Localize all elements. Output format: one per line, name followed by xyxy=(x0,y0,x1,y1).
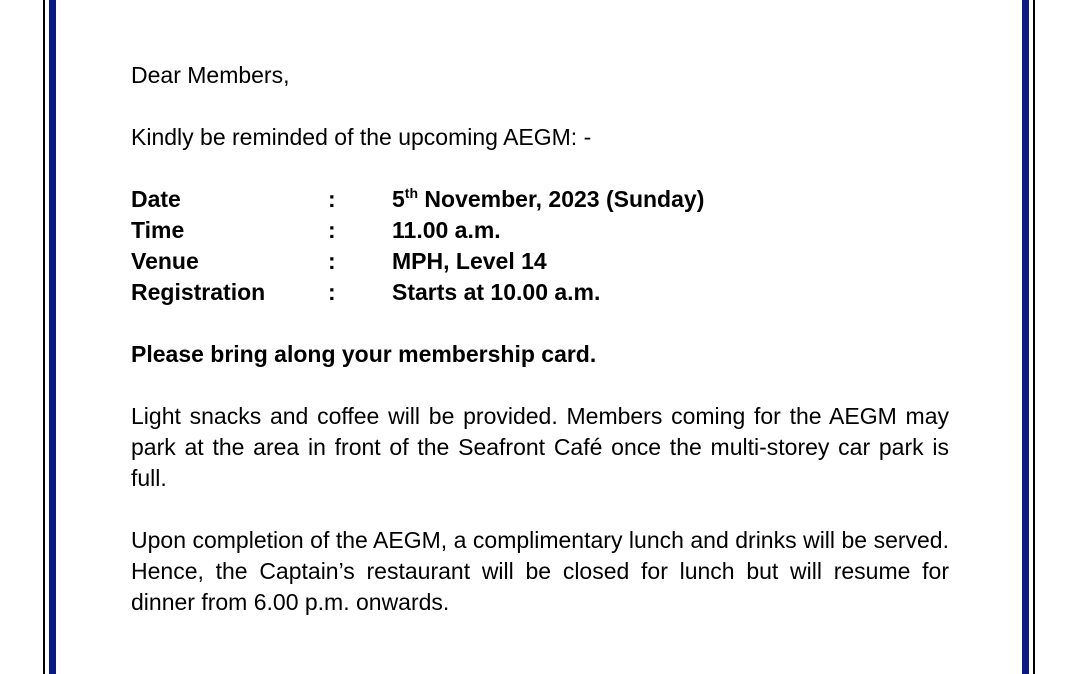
detail-row-venue xyxy=(131,246,949,277)
letter-body xyxy=(131,60,949,618)
detail-row-date xyxy=(131,184,949,215)
date-day: 5 xyxy=(392,186,405,212)
salutation: Dear Members, xyxy=(131,62,290,88)
date-ordinal-suffix: th xyxy=(404,185,419,201)
detail-label: Registration xyxy=(131,279,266,305)
detail-colon: : xyxy=(328,279,336,305)
membership-card-notice: Please bring along your membership card. xyxy=(131,341,597,367)
lunch-paragraph: Upon completion of the AEGM, a complimentary lunch and drinks will be served. Hence, the Captain’s restaurant will be closed for lunch but will resume for dinner from 6.00 p.m. onwards. xyxy=(131,527,949,615)
left-border-thin-line xyxy=(43,0,45,674)
detail-colon: : xyxy=(328,186,336,212)
detail-colon: : xyxy=(328,217,336,243)
detail-label: Date xyxy=(131,186,181,212)
detail-value-registration: Starts at 10.00 a.m. xyxy=(392,279,601,305)
detail-label: Time xyxy=(131,217,185,243)
right-border-thin-line xyxy=(1033,0,1035,674)
detail-row-time xyxy=(131,215,949,246)
detail-colon: : xyxy=(328,248,336,274)
snacks-paragraph: Light snacks and coffee will be provided. Members coming for the AEGM may park at the area in front of the Seafront Café once the multi-storey car park is full. xyxy=(131,403,949,491)
detail-label: Venue xyxy=(131,248,199,274)
date-rest: November, 2023 (Sunday) xyxy=(418,186,705,212)
left-border-navy-bar xyxy=(49,0,56,674)
detail-row-registration xyxy=(131,277,949,308)
event-details xyxy=(131,184,949,308)
reminder-line: Kindly be reminded of the upcoming AEGM: - xyxy=(131,124,592,150)
detail-value-venue: MPH, Level 14 xyxy=(392,248,547,274)
detail-value-date xyxy=(392,184,949,215)
right-border-navy-bar xyxy=(1022,0,1029,674)
detail-value-time: 11.00 a.m. xyxy=(392,217,501,243)
